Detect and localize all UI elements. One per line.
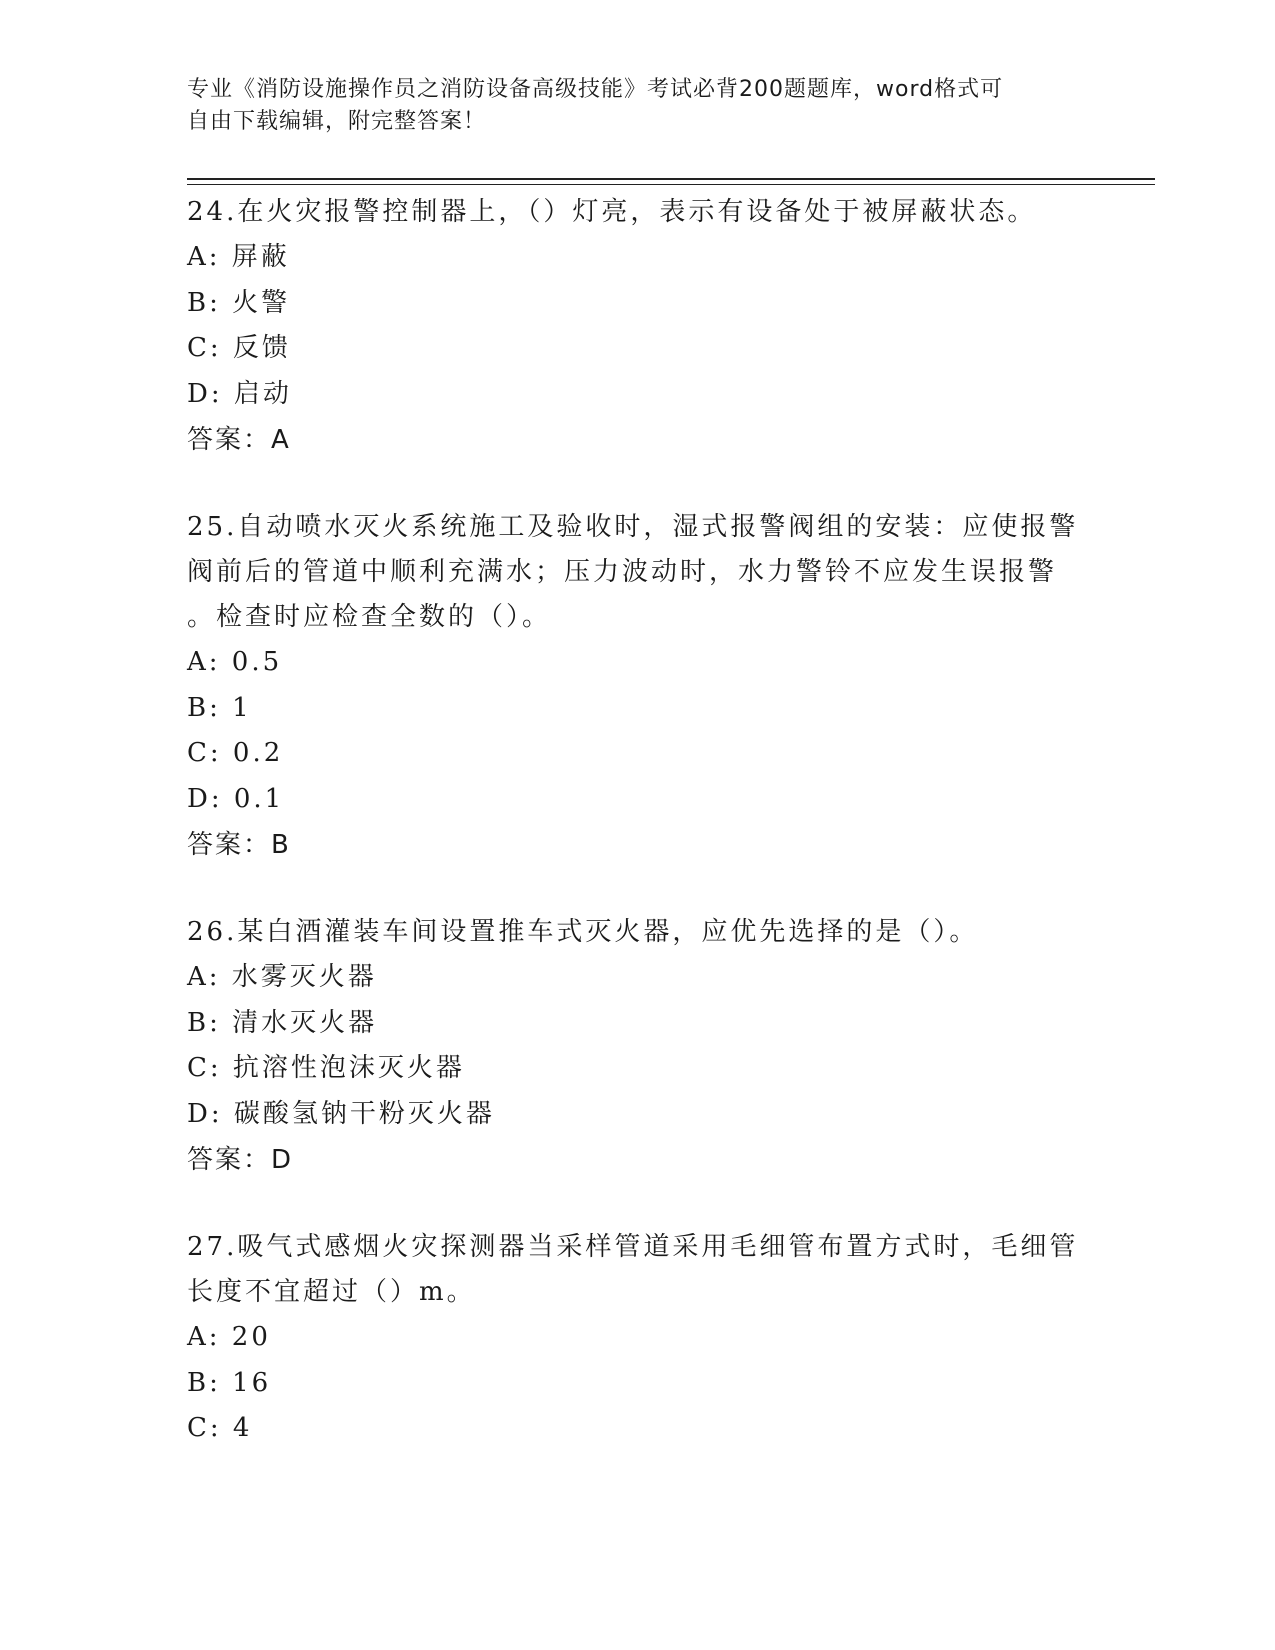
question-item	[187, 190, 1087, 463]
question-item	[187, 505, 1087, 868]
option-b: B: 16	[187, 1367, 272, 1398]
header-line: 专业《消防设施操作员之消防设备高级技能》考试必背200题题库，word格式可	[187, 77, 1004, 102]
option-c: C: 0.2	[187, 738, 284, 768]
question-item	[187, 1225, 1087, 1452]
option-a: A: 0.5	[187, 647, 283, 677]
question-stem: 27.吸气式感烟火灾探测器当采样管道采用毛细管布置方式时，毛细管	[187, 1232, 1079, 1262]
option-c: C: 4	[187, 1413, 253, 1443]
header-divider	[187, 178, 1155, 180]
document-header	[187, 74, 1087, 138]
option-d: D: 0.1	[187, 783, 285, 814]
option-c: C: 反馈	[187, 333, 291, 363]
option-c: C: 抗溶性泡沫灭火器	[187, 1053, 465, 1083]
option-b: B: 清水灭火器	[187, 1007, 378, 1038]
question-stem: 25.自动喷水灭火系统施工及验收时，湿式报警阀组的安装：应使报警	[187, 512, 1079, 542]
question-stem: 26.某白酒灌装车间设置推车式灭火器，应优先选择的是（）。	[187, 917, 979, 947]
option-a: A: 水雾灭火器	[187, 962, 377, 992]
question-stem: 24.在火灾报警控制器上，（）灯亮，表示有设备处于被屏蔽状态。	[187, 197, 1037, 227]
answer-label: 答案：D	[187, 1145, 294, 1175]
answer-label: 答案：A	[187, 425, 291, 455]
question-list	[187, 190, 1087, 1494]
option-b: B: 火警	[187, 287, 291, 318]
option-b: B: 1	[187, 692, 252, 723]
question-stem: 。检查时应检查全数的（）。	[187, 602, 552, 632]
option-a: A: 屏蔽	[187, 242, 290, 272]
question-stem: 阀前后的管道中顺利充满水；压力波动时，水力警铃不应发生误报警	[187, 557, 1058, 587]
option-d: D: 启动	[187, 378, 292, 409]
header-divider	[187, 184, 1155, 185]
option-d: D: 碳酸氢钠干粉灭火器	[187, 1098, 495, 1129]
option-a: A: 20	[187, 1322, 271, 1352]
question-stem: 长度不宜超过（）m。	[187, 1277, 476, 1307]
answer-label: 答案：B	[187, 830, 291, 860]
header-line: 自由下载编辑，附完整答案！	[187, 109, 487, 134]
question-item	[187, 910, 1087, 1183]
